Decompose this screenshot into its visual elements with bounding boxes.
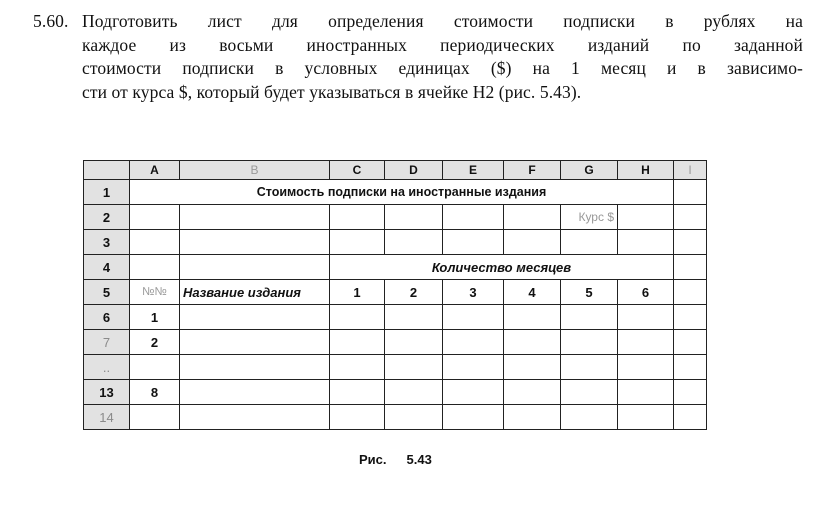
column-header-e: E [443,161,504,180]
cell [180,330,330,355]
cell [385,355,443,380]
caption-number: 5.43 [406,452,432,467]
cell [504,405,561,430]
cell [561,330,618,355]
column-header-g: G [561,161,618,180]
cell [618,230,674,255]
cell [504,330,561,355]
cell [385,330,443,355]
cell [504,355,561,380]
task-line-text: Подготовить лист для определения стоимости подписки в рублях на [82,11,803,31]
cell [130,405,180,430]
cell [330,355,385,380]
number-header: №№ [130,280,180,305]
row-header-ellipsis: .. [84,355,130,380]
row-number-cell: 2 [130,330,180,355]
cell [180,380,330,405]
row-header-1: 1 [84,180,130,205]
cell [618,380,674,405]
table-row [84,355,707,380]
month-header-1: 1 [330,280,385,305]
cell [385,205,443,230]
cell [674,305,707,330]
task-line-2: каждое из восьми иностранных периодических изданий по заданной [82,34,803,55]
cell [618,405,674,430]
cell [385,405,443,430]
cell [385,305,443,330]
month-header-4: 4 [504,280,561,305]
cell [674,330,707,355]
cell [561,405,618,430]
row-header-6: 6 [84,305,130,330]
month-header-6: 6 [618,280,674,305]
month-header-3: 3 [443,280,504,305]
row-number-cell: 8 [130,380,180,405]
table-row [84,405,707,430]
row-header-13: 13 [84,380,130,405]
caption-label: Рис. [359,452,387,467]
row-header-3: 3 [84,230,130,255]
cell [180,205,330,230]
cell [504,305,561,330]
cell [674,355,707,380]
cell [443,230,504,255]
corner-cell [84,161,130,180]
cell [561,380,618,405]
cell [618,305,674,330]
task-line-4: сти от курса $, который будет указываться в ячейке H2 (рис. 5.43). [82,81,582,102]
cell [385,230,443,255]
cell [443,380,504,405]
column-header-d: D [385,161,443,180]
table-row [84,205,707,230]
table-row [84,380,707,405]
column-header-b: B [180,161,330,180]
cell [561,355,618,380]
cell [180,405,330,430]
cell [443,330,504,355]
row-header-7: 7 [84,330,130,355]
cell [330,405,385,430]
column-header-a: A [130,161,180,180]
months-header: Количество месяцев [330,255,674,280]
task-line-3: стоимости подписки в условных единицах ($) на 1 месяц и в зависимо- [82,58,803,78]
task-text [33,10,803,104]
cell [618,330,674,355]
column-header-c: C [330,161,385,180]
cell [618,355,674,380]
cell [330,305,385,330]
cell [674,230,707,255]
column-header-row [84,161,707,180]
column-header-h: H [618,161,674,180]
table-row [84,230,707,255]
cell [504,205,561,230]
cell [561,230,618,255]
sheet-title: Стоимость подписки на иностранные издания [130,180,674,205]
cell [674,205,707,230]
cell [130,355,180,380]
cell [674,280,707,305]
rate-label-cell: Курс $ [561,205,618,230]
column-header-i: I [674,161,707,180]
row-header-5: 5 [84,280,130,305]
table-row [84,330,707,355]
figure-caption [359,452,432,467]
cell [130,255,180,280]
row-header-2: 2 [84,205,130,230]
cell [443,405,504,430]
cell [443,305,504,330]
cell [674,180,707,205]
cell [180,305,330,330]
cell [504,230,561,255]
table-row [84,180,707,205]
cell [130,205,180,230]
cell [180,255,330,280]
row-number-cell: 1 [130,305,180,330]
cell [674,405,707,430]
month-header-2: 2 [385,280,443,305]
table-row [84,305,707,330]
cell [180,230,330,255]
row-header-4: 4 [84,255,130,280]
cell [330,230,385,255]
task-line-1 [33,10,803,34]
name-header: Название издания [180,280,330,305]
cell [330,380,385,405]
table-row [84,255,707,280]
row-header-14: 14 [84,405,130,430]
table-row [84,280,707,305]
rate-value-cell [618,205,674,230]
cell [385,380,443,405]
task-number: 5.60. [33,11,69,31]
cell [674,380,707,405]
cell [674,255,707,280]
cell [443,205,504,230]
cell [504,380,561,405]
cell [330,330,385,355]
column-header-f: F [504,161,561,180]
month-header-5: 5 [561,280,618,305]
cell [443,355,504,380]
cell [130,230,180,255]
spreadsheet-grid [83,160,707,430]
spreadsheet-figure [83,160,707,430]
cell [180,355,330,380]
cell [561,305,618,330]
cell [330,205,385,230]
